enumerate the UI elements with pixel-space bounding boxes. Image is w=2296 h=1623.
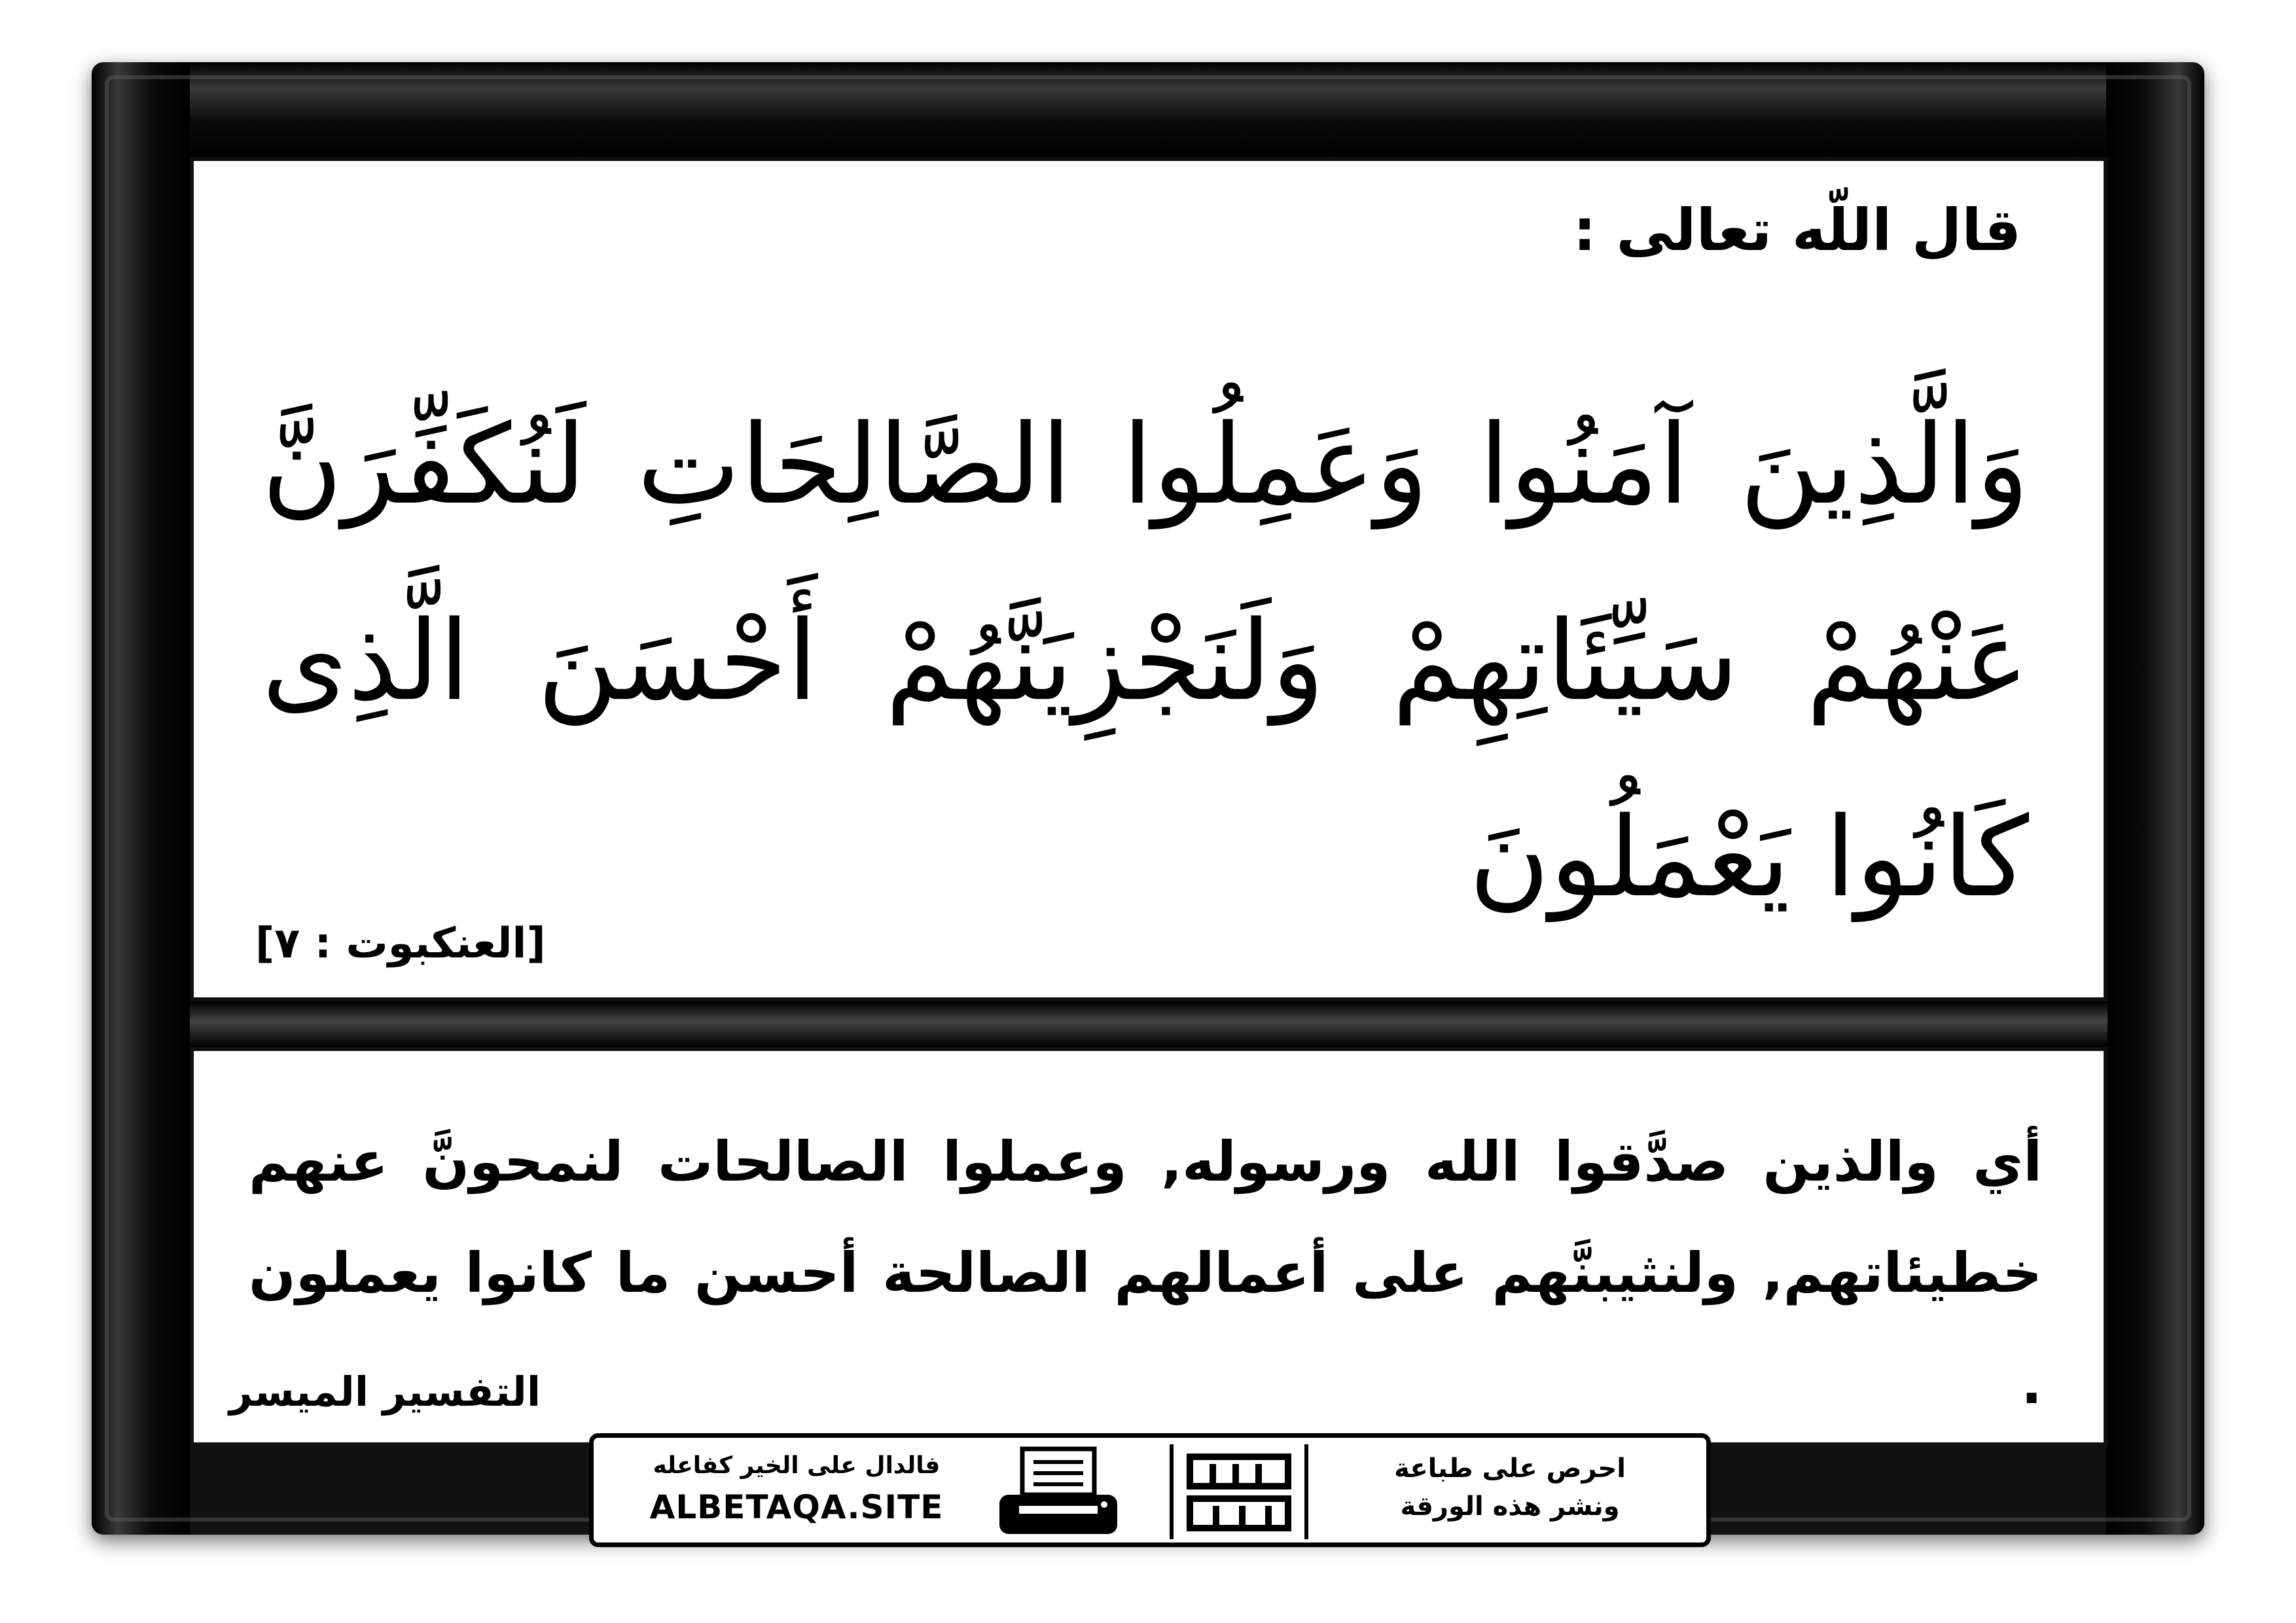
printer-icon xyxy=(993,1446,1124,1537)
panel-divider xyxy=(190,1001,2108,1047)
footer-note-line2: ونشر هذه الورقة xyxy=(1400,1491,1620,1522)
footer-note-line1: احرص على طباعة xyxy=(1394,1454,1626,1484)
verse-reference: [العنكبوت : ٧] xyxy=(255,919,546,968)
quran-verse: وَالَّذِينَ آمَنُوا وَعَمِلُوا الصَّالِحَاتِ لَنُكَفِّرَنَّ عَنْهُمْ سَيِّئَاتِهِمْ وَلَنَجْزِيَنَّهُمْ أَحْسَنَ الَّذِى كَانُوا يَعْمَلُونَ xyxy=(262,401,2029,921)
tafsir-text: أي والذين صدَّقوا الله ورسوله, وعملوا الصالحات لنمحونَّ عنهم خطيئاتهم, ولنثيبنَّهم على أعمالهم الصالحة أحسن ما كانوا يعملون . xyxy=(249,1130,2042,1416)
footer-note xyxy=(1333,1450,1687,1535)
footer-site-block xyxy=(613,1444,980,1536)
footer-slogan: فالدال على الخير كفاعله xyxy=(653,1452,941,1479)
footer-bar xyxy=(589,1433,1711,1547)
dawat-alwaraqa-logo xyxy=(1170,1444,1308,1539)
tafsir-source: التفسير الميسر xyxy=(229,1368,541,1416)
site-link[interactable]: ALBETAQA.SITE xyxy=(649,1488,944,1526)
intro-heading: قال اللّه تعالى : xyxy=(1573,196,2021,264)
